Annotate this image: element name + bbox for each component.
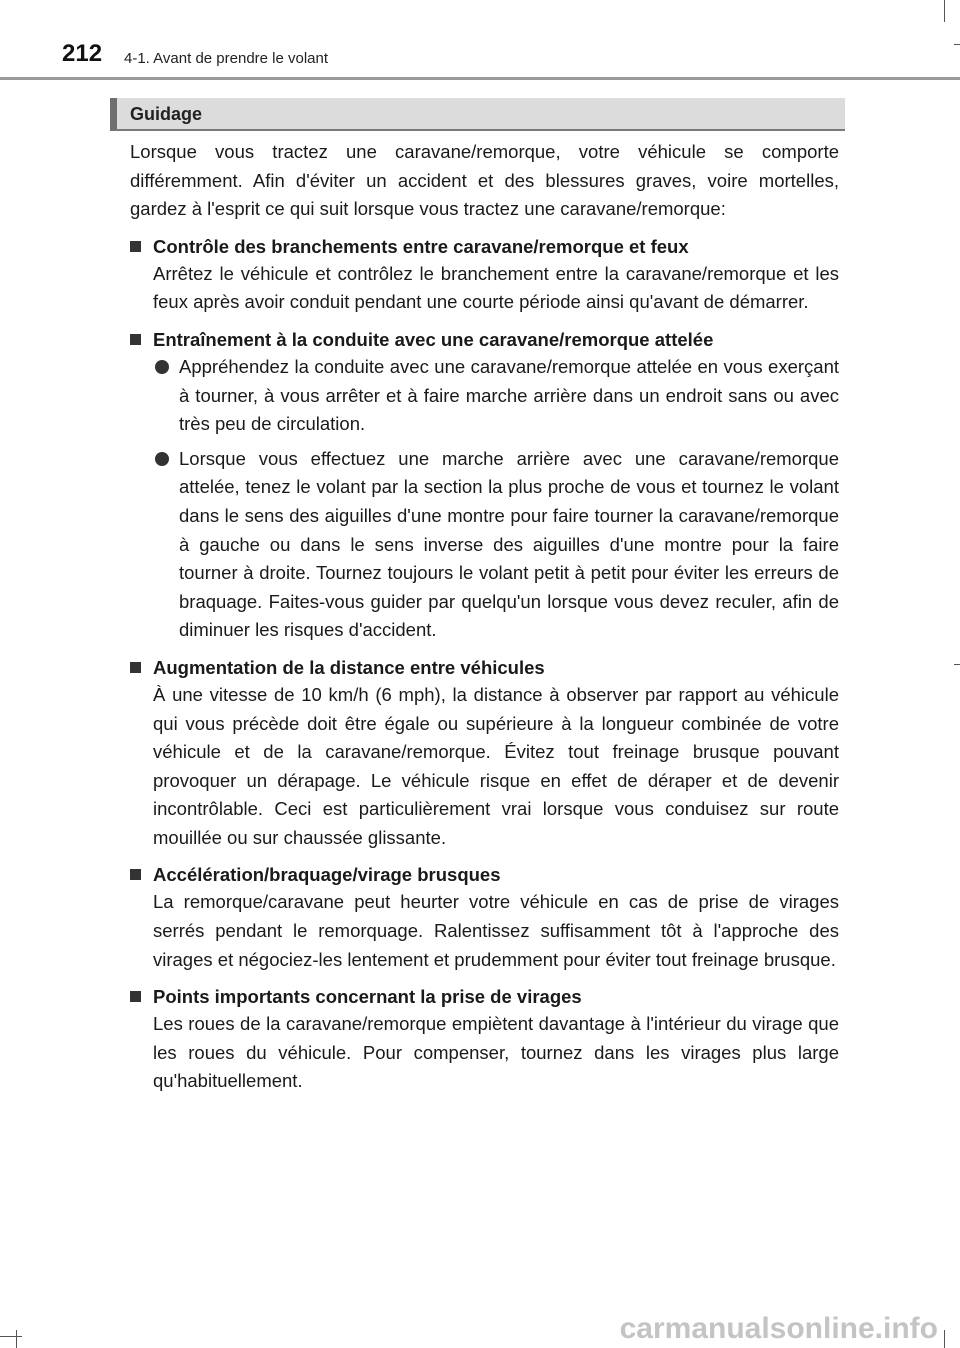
subsection-heading: [130, 655, 839, 681]
subsection-turning: [130, 984, 839, 1096]
subsection-distance: [130, 655, 839, 853]
crop-mark: [954, 664, 960, 665]
crop-mark: [954, 44, 960, 45]
square-bullet-icon: [130, 334, 141, 345]
list-item-text: Lorsque vous effectuez une marche arrière avec une caravane/remorque attelée, tenez le volant par la section la plus proche de vous et tournez le volant dans le sens des aiguilles d'une montre pour faire tourner la caravane/remorque à gauche ou dans le sens inverse des aiguilles d'une montre pour la faire tourner à droite. Tournez toujours le volant petit à petit pour éviter les erreurs de braquage. Faites-vous guider par quelqu'un lorsque vous devez reculer, afin de diminuer les risques d'accident.: [179, 447, 839, 641]
subsection-abrupt: [130, 862, 839, 974]
subsection-practice: [130, 327, 839, 655]
crop-mark: [0, 1336, 22, 1337]
subsection-body: À une vitesse de 10 km/h (6 mph), la distance à observer par rapport au véhicule qui vous précède doit être égale ou supérieure à la longueur combinée de votre véhicule et de la caravane/remorque. Évitez tout freinage brusque pouvant provoquer un dérapage. Le véhicule risque en effet de déraper et de devenir incontrôlable. Ceci est particulièrement vrai lorsque vous conduisez sur route mouillée ou sur chaussée glissante.: [153, 683, 839, 848]
header-divider: [0, 77, 960, 80]
intro-paragraph: Lorsque vous tractez une caravane/remorque, votre véhicule se comporte différemment. Afin d'éviter un accident et des blessures graves, voire mortelles, gardez à l'esprit ce qui suit lorsque vous tractez une caravane/remorque:: [130, 141, 839, 220]
square-bullet-icon: [130, 662, 141, 673]
page-content: [130, 138, 839, 1106]
list-item-text: Appréhendez la conduite avec une caravane/remorque attelée en vous exerçant à tourner, à vous arrêter et à faire marche arrière dans un endroit sans ou avec très peu de circulation.: [179, 355, 839, 435]
subsection-heading: [130, 234, 839, 260]
square-bullet-icon: [130, 241, 141, 252]
subsection-heading-text: Entraînement à la conduite avec une caravane/remorque attelée: [153, 328, 714, 350]
subsection-heading-text: Contrôle des branchements entre caravane/remorque et feux: [153, 235, 689, 257]
list-item: [130, 445, 839, 645]
crop-mark: [944, 1330, 945, 1348]
crop-mark: [16, 1330, 17, 1348]
round-bullet-icon: [155, 360, 169, 374]
chapter-header: 4-1. Avant de prendre le volant: [124, 50, 329, 67]
subsection-heading-text: Accélération/braquage/virage brusques: [153, 864, 501, 886]
crop-mark: [944, 0, 945, 22]
round-bullet-icon: [155, 452, 169, 466]
subsection-heading-text: Augmentation de la distance entre véhicules: [153, 656, 545, 678]
page-number: 212: [62, 40, 103, 67]
subsection-heading: [130, 327, 839, 353]
list-item: [130, 353, 839, 439]
square-bullet-icon: [130, 991, 141, 1002]
section-title: Guidage: [130, 104, 203, 124]
subsection-body: Arrêtez le véhicule et contrôlez le branchement entre la caravane/remorque et les feux après avoir conduit pendant une courte période ainsi qu'avant de démarrer.: [153, 262, 839, 313]
watermark: carmanualsonline.info: [619, 1312, 938, 1345]
subsection-heading: [130, 862, 839, 888]
square-bullet-icon: [130, 869, 141, 880]
subsection-heading-text: Points importants concernant la prise de virages: [153, 986, 582, 1008]
section-title-bar: [110, 98, 845, 131]
subsection-body: Les roues de la caravane/remorque empiètent davantage à l'intérieur du virage que les roues du véhicule. Pour compenser, tournez dans les virages plus large qu'habituellement.: [153, 1013, 839, 1092]
subsection-heading: [130, 984, 839, 1010]
subsection-hitch-lights: [130, 234, 839, 317]
subsection-body: La remorque/caravane peut heurter votre véhicule en cas de prise de virages serrés pendant le remorquage. Ralentissez suffisamment tôt à l'approche des virages et négociez-les lentement et prudemment pour éviter tout freinage brusque.: [153, 891, 839, 970]
